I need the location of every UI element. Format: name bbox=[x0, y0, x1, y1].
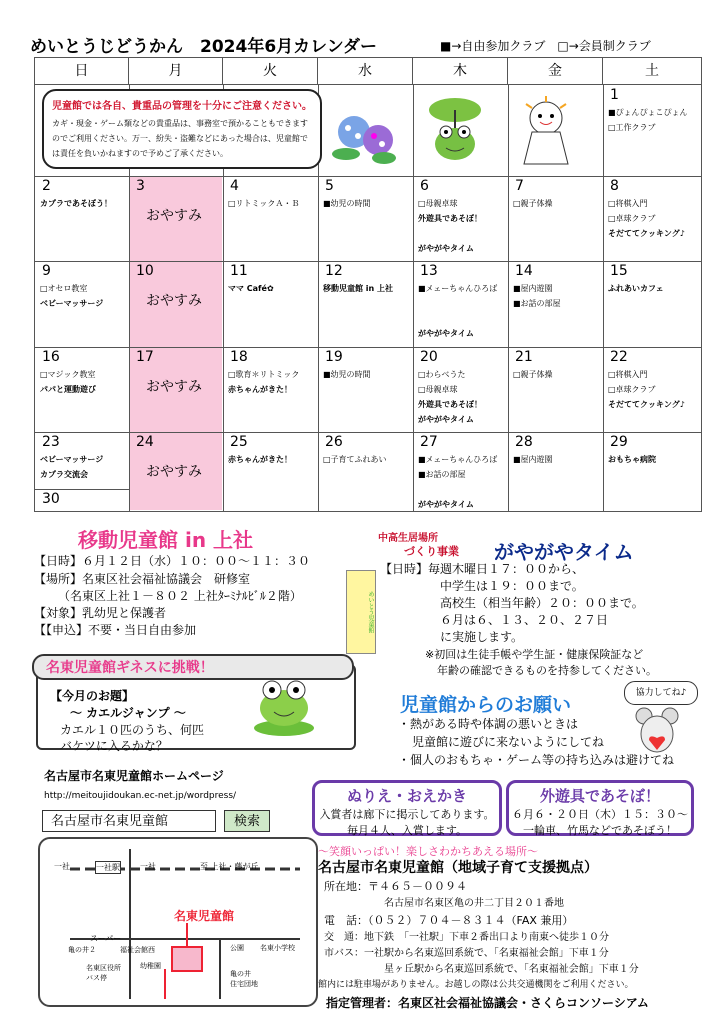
mobile-line-4: 【対象】乳幼児と保護者 bbox=[34, 606, 167, 620]
day-number: 19 bbox=[325, 349, 343, 365]
day-number: 16 bbox=[42, 349, 60, 365]
event-item: □リトミックＡ・Ｂ bbox=[228, 199, 300, 208]
day-number: 5 bbox=[325, 178, 334, 194]
day-number: 25 bbox=[230, 434, 248, 450]
day-number: 15 bbox=[610, 263, 628, 279]
facility-address-label: 所在地：〒４６５－００９４ bbox=[324, 880, 467, 893]
mobile-line-2: 【場所】名東区社会福祉協議会 研修室 bbox=[34, 572, 251, 586]
nurie-box bbox=[312, 780, 502, 836]
day-number: 4 bbox=[230, 178, 239, 194]
request-item-3: ・個人のおもちゃ・ゲーム等の持ち込みは避けてね bbox=[398, 753, 675, 767]
day-number: 6 bbox=[420, 178, 429, 194]
event-item: □将棋入門 bbox=[608, 370, 648, 379]
map-label-ichisha: 一社 bbox=[54, 862, 70, 871]
map-label-kamiyashiro: 至 上社・藤が丘 bbox=[200, 862, 259, 871]
weekday-tue: 火 bbox=[223, 58, 318, 85]
day-number: 11 bbox=[230, 263, 248, 279]
weekday-thu: 木 bbox=[413, 58, 508, 85]
weekday-mon: 月 bbox=[129, 58, 223, 85]
map-label-ward-office: 名東区役所 bbox=[86, 964, 121, 972]
facility-transit-3: 星ヶ丘駅から名東巡回系統で、「名東福祉会館」下車１分 bbox=[384, 964, 639, 975]
day-number: 27 bbox=[420, 434, 438, 450]
event-item: ふれあいカフェ bbox=[608, 284, 664, 293]
day-number: 13 bbox=[420, 263, 438, 279]
map-label-center: 名東児童館 bbox=[174, 909, 235, 923]
event-item: □親子体操 bbox=[513, 199, 553, 208]
day-number: 22 bbox=[610, 349, 628, 365]
facility-name: 名古屋市名東児童館（地域子育て支援拠点） bbox=[318, 860, 598, 876]
weekday-wed: 水 bbox=[318, 58, 413, 85]
request-bubble: 協力してね♪ bbox=[624, 681, 698, 705]
event-item: がやがやタイム bbox=[418, 500, 474, 509]
facility-parking: 館内には駐車場がありません。お越しの際は公共交通機関をご利用ください。 bbox=[318, 980, 634, 990]
gayagaya-sub-2: づくり事業 bbox=[404, 545, 459, 558]
hydrangea-icon bbox=[326, 110, 406, 170]
guinness-question-2: バケツに入るかな？ bbox=[60, 739, 168, 753]
event-item: □工作クラブ bbox=[608, 123, 656, 132]
event-item: 外遊具であそぼ！ bbox=[418, 214, 482, 223]
event-item: がやがやタイム bbox=[418, 415, 474, 424]
map-label-school: 名東小学校 bbox=[260, 944, 295, 952]
closed-label: おやすみ bbox=[146, 293, 202, 309]
day-number: 7 bbox=[515, 178, 524, 194]
day-number: 29 bbox=[610, 434, 628, 450]
day-number: 23 bbox=[42, 434, 60, 450]
weekday-fri: 金 bbox=[508, 58, 603, 85]
facility-slogan: ～笑顔いっぱい！楽しさわかちあえる場所～ bbox=[318, 845, 538, 858]
event-item: ベビーマッサージ bbox=[40, 299, 104, 308]
event-item: そだててクッキング♪ bbox=[608, 229, 685, 238]
nurie-line-1: 入賞者は廊下に掲示してあります。 bbox=[319, 808, 495, 821]
website-title: 名古屋市名東児童館ホームページ bbox=[44, 769, 224, 783]
event-item: ■ぴょんぴょこぴょん bbox=[608, 108, 688, 117]
event-item: □母親卓球 bbox=[418, 385, 458, 394]
event-item: ■メェーちゃんひろば bbox=[418, 455, 498, 464]
legend: ■→自由参加クラブ □→会員制クラブ bbox=[440, 39, 651, 53]
map-label-housing: 住宅団地 bbox=[230, 980, 258, 988]
request-item-2: 児童館に遊びに来ないようにしてね bbox=[412, 735, 605, 749]
event-item: 外遊具であそぼ！ bbox=[418, 400, 482, 409]
mouse-heart-icon bbox=[632, 706, 682, 756]
event-item: ■幼児の時間 bbox=[323, 370, 371, 379]
day-number: 1 bbox=[610, 87, 619, 103]
event-item: そだててクッキング♪ bbox=[608, 400, 685, 409]
facility-manager: 指定管理者：名東区社会福祉協議会・さくらコンソーシアム bbox=[326, 996, 649, 1010]
notice-title: 児童館では各自、貴重品の管理を十分にご注意ください。 bbox=[52, 101, 312, 112]
event-item: ■幼児の時間 bbox=[323, 199, 371, 208]
event-item: □歌育＊リトミック bbox=[228, 370, 300, 379]
day-number: 20 bbox=[420, 349, 438, 365]
day-number: 8 bbox=[610, 178, 619, 194]
event-item: □マジック教室 bbox=[40, 370, 96, 379]
day-number: 12 bbox=[325, 263, 343, 279]
gayagaya-line-2: 中学生は１９：００まで。 bbox=[440, 579, 584, 593]
map-label-kamenoi: 亀の井 bbox=[230, 970, 251, 978]
notice-box bbox=[42, 89, 322, 169]
map-label-super: スーパー bbox=[90, 934, 122, 943]
closed-label: おやすみ bbox=[146, 208, 202, 224]
event-item: 移動児童館 in 上社 bbox=[323, 284, 394, 293]
event-item: □オセロ教室 bbox=[40, 284, 88, 293]
event-item: □わらべうた bbox=[418, 370, 466, 379]
gayagaya-note-1: ※初回は生徒手帳や学生証・健康保険証など bbox=[425, 648, 644, 661]
gayagaya-note-2: 年齢の確認できるものを持参してください。 bbox=[437, 664, 657, 677]
sotoyugu-line-2: 一輪車、竹馬などであそぼう！ bbox=[523, 824, 677, 837]
event-item: 赤ちゃんがきた！ bbox=[228, 385, 292, 394]
search-button[interactable]: 検索 bbox=[224, 810, 270, 832]
frog-umbrella-icon bbox=[420, 92, 490, 168]
gayagaya-line-1: 【日時】毎週木曜日１７：００から、 bbox=[380, 562, 585, 576]
event-item: ママ Café✿ bbox=[228, 284, 274, 293]
event-item: ■お話の部屋 bbox=[513, 299, 561, 308]
frog-icon bbox=[248, 668, 320, 738]
weekday-sat: 土 bbox=[603, 58, 701, 85]
event-item: □卓球クラブ bbox=[608, 385, 656, 394]
gayagaya-line-3: 高校生（相当年齢）２０：００まで。 bbox=[440, 596, 644, 610]
day-number: 18 bbox=[230, 349, 248, 365]
facility-transit-2: 市バス：一社駅から名東巡回系統で、「名東福祉会館」下車１分 bbox=[324, 948, 609, 959]
event-item: □親子体操 bbox=[513, 370, 553, 379]
gayagaya-sub-1: 中高生居場所 bbox=[378, 533, 438, 544]
access-map bbox=[38, 837, 318, 1007]
day-number: 3 bbox=[136, 178, 145, 194]
event-item: ■屋内遊園 bbox=[513, 455, 553, 464]
event-item: □母親卓球 bbox=[418, 199, 458, 208]
sotoyugu-box bbox=[506, 780, 694, 836]
event-item: □将棋入門 bbox=[608, 199, 648, 208]
guinness-question-1: カエル１０匹のうち、何匹 bbox=[60, 723, 205, 737]
sotoyugu-title: 外遊具であそぼ！ bbox=[539, 787, 660, 805]
event-item: 赤ちゃんがきた！ bbox=[228, 455, 292, 464]
gayagaya-line-5: に実施します。 bbox=[440, 630, 524, 644]
closed-label: おやすみ bbox=[146, 464, 202, 480]
gayagaya-title: がやがやタイム bbox=[494, 540, 634, 564]
facility-transit-1: 交 通：地下鉄 「一社駅」下車２番出口より南東へ徒歩１０分 bbox=[324, 932, 609, 943]
map-label-kindergarten: 幼稚園 bbox=[140, 962, 161, 970]
event-item: おもちゃ病院 bbox=[608, 455, 656, 464]
event-item: がやがやタイム bbox=[418, 329, 474, 338]
event-item: ■屋内遊園 bbox=[513, 284, 553, 293]
facility-phone: 電 話：（０５２）７０４－８３１４（FAX 兼用） bbox=[324, 914, 574, 927]
request-title: 児童館からのお願い bbox=[400, 694, 572, 716]
day-number: 17 bbox=[136, 349, 154, 365]
mobile-line-5: 【【申込】不要・当日自由参加 bbox=[34, 623, 197, 637]
event-item: カプラ交流会 bbox=[40, 470, 88, 479]
event-item: カプラであそぼう！ bbox=[40, 199, 112, 208]
event-item: がやがやタイム bbox=[418, 244, 474, 253]
map-label-fukushi: 福祉会館西 bbox=[120, 946, 155, 954]
day-number: 21 bbox=[515, 349, 533, 365]
gayagaya-line-4: ６月は６、１３、２０、２７日 bbox=[440, 613, 609, 627]
day-number: 30 bbox=[42, 491, 60, 507]
mobile-center-title: 移動児童館 in 上社 bbox=[78, 528, 254, 552]
guinness-name: ～ カエルジャンプ ～ bbox=[70, 706, 186, 720]
day-number: 26 bbox=[325, 434, 343, 450]
closed-label: おやすみ bbox=[146, 379, 202, 395]
day-number: 14 bbox=[515, 263, 533, 279]
notice-body: カギ・現金・ゲーム類などの貴重品は、事務室で預かることもできますのでご利用ください。万一、紛失・盗難などにあった場合は、児童館では責任を負いかねますので予めご了承ください。 bbox=[52, 119, 308, 158]
map-label-ichisha-station: 一社駅 bbox=[96, 863, 120, 872]
day-number: 9 bbox=[42, 263, 51, 279]
gayagaya-flyer: めいとう児童館 bbox=[346, 570, 376, 654]
nurie-line-2: 毎月４人、入賞します。 bbox=[346, 824, 468, 837]
event-item: ■お話の部屋 bbox=[418, 470, 466, 479]
facility-address: 名古屋市名東区亀の井二丁目２０１番地 bbox=[384, 898, 564, 909]
weekday-sun: 日 bbox=[35, 58, 129, 85]
map-label-kamenoi2: 亀の井２ bbox=[68, 946, 96, 954]
page-title: めいとうじどうかん 2024年6月カレンダー bbox=[30, 37, 378, 57]
guinness-theme: 【今月のお題】 bbox=[50, 689, 135, 703]
event-item: □卓球クラブ bbox=[608, 214, 656, 223]
request-item-1: ・熱がある時や体調の悪いときは bbox=[398, 717, 579, 731]
day-number: 10 bbox=[136, 263, 154, 279]
event-item: ■メェーちゃんひろば bbox=[418, 284, 498, 293]
nurie-title: ぬりえ・おえかき bbox=[346, 787, 467, 805]
event-item: □子育てふれあい bbox=[323, 455, 387, 464]
mobile-line-3: （名東区上社１－８０２ 上社ﾀｰﾐﾅﾙﾋﾞﾙ２階） bbox=[58, 589, 302, 603]
event-item: パパと運動遊び bbox=[40, 385, 96, 394]
event-item: ベビーマッサージ bbox=[40, 455, 104, 464]
guinness-title: 名東児童館ギネスに挑戦！ bbox=[46, 660, 214, 676]
map-label-ichisha-2: 一社 bbox=[140, 862, 156, 871]
website-url[interactable]: http://meitoujidoukan.ec-net.jp/wordpress/ bbox=[44, 791, 237, 801]
day-number: 24 bbox=[136, 434, 154, 450]
mobile-line-1: 【日時】６月１２日（水）１０：００～１１：３０ bbox=[34, 554, 311, 568]
day-number: 2 bbox=[42, 178, 51, 194]
teru-teru-bozu-icon bbox=[516, 92, 576, 168]
sotoyugu-line-1: ６月６・２０日（木）１５：３０～ bbox=[512, 808, 688, 821]
map-label-park: 公園 bbox=[230, 944, 244, 952]
day-number: 28 bbox=[515, 434, 533, 450]
search-input[interactable]: 名古屋市名東児童館 bbox=[42, 810, 216, 832]
map-label-bus: バス停 bbox=[86, 974, 107, 982]
